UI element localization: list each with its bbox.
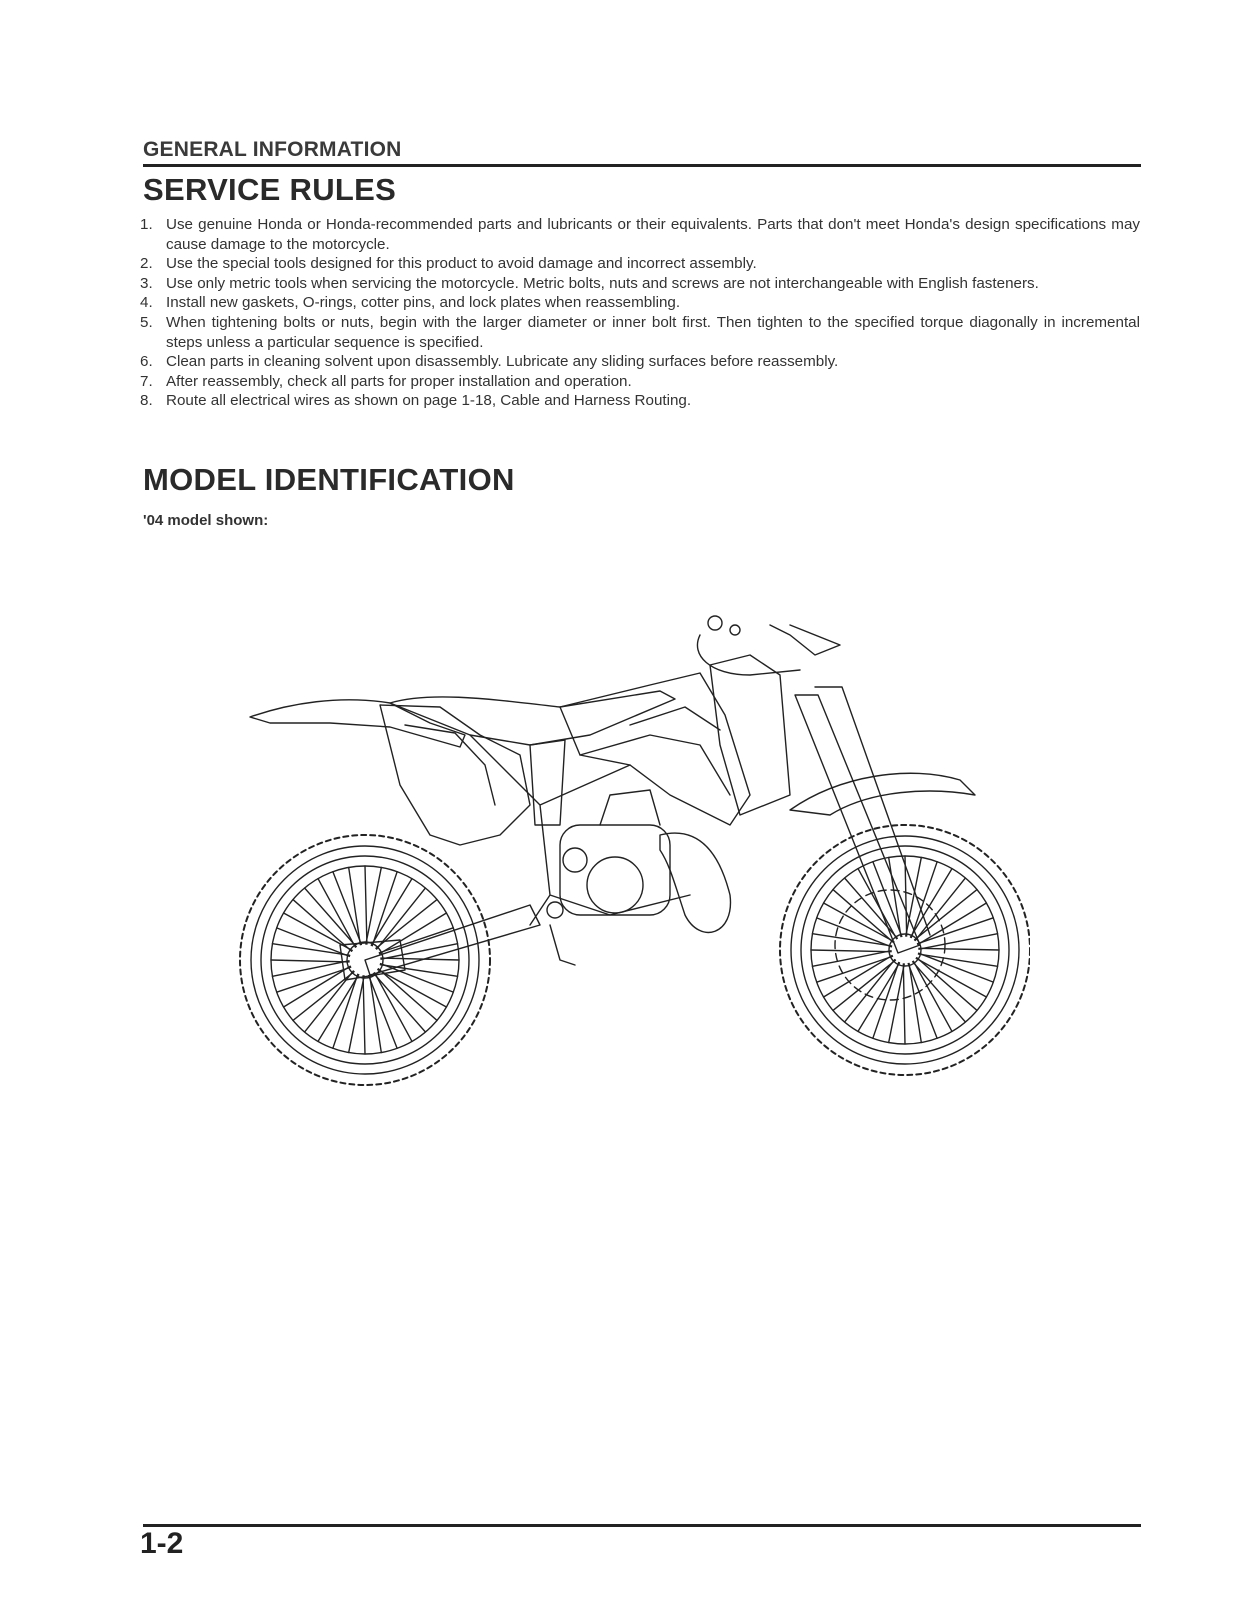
wheel-spoke xyxy=(811,950,891,952)
item-text: After reassembly, check all parts for proper installation and operation. xyxy=(166,372,632,390)
swingarm xyxy=(365,905,540,975)
list-item xyxy=(140,391,1140,411)
footer-rule xyxy=(143,1524,1141,1527)
list-item xyxy=(140,215,1140,254)
item-text: Use genuine Honda or Honda-recommended parts and lubricants or their equivalents. Parts that don't meet Honda's design specifications may cause damage to the motorcycle. xyxy=(166,216,1140,253)
wheel-spoke xyxy=(380,965,457,977)
wheel-spoke xyxy=(277,928,350,957)
model-identification-title: MODEL IDENTIFICATION xyxy=(143,462,515,497)
item-text: Clean parts in cleaning solvent upon disassembly. Lubricate any sliding surfaces before reassembly. xyxy=(166,353,839,371)
section-header: GENERAL INFORMATION xyxy=(143,138,402,161)
list-item xyxy=(140,254,1140,274)
wheel-spoke xyxy=(365,866,367,944)
motorcycle-icon xyxy=(230,595,1030,1095)
seat xyxy=(390,691,675,745)
engine xyxy=(560,790,670,915)
item-number: 1. xyxy=(140,216,153,233)
wheel-spoke xyxy=(909,963,921,1042)
wheel-spoke xyxy=(333,872,362,945)
wheel-spoke xyxy=(918,954,997,966)
wheel-spoke xyxy=(272,944,349,956)
page-number: 1-2 xyxy=(140,1527,184,1560)
wheel-spoke xyxy=(349,867,361,944)
list-item xyxy=(140,372,1140,392)
list-item xyxy=(140,293,1140,313)
item-number: 7. xyxy=(140,372,153,390)
wheel-spoke xyxy=(919,948,999,950)
item-number: 4. xyxy=(140,294,153,312)
wheel-spoke xyxy=(812,934,891,946)
wheel-spoke xyxy=(919,953,994,982)
list-item xyxy=(140,352,1140,372)
item-text: When tightening bolts or nuts, begin with the larger diameter or inner bolt first. Then tighten to the specified torque diagonally in incremental steps unless a particular sequence is specified. xyxy=(166,313,1140,351)
wheel-spoke xyxy=(370,975,382,1052)
wheel-spoke xyxy=(889,857,901,936)
list-item xyxy=(140,313,1140,352)
service-rules-list xyxy=(140,215,1140,411)
side-panel xyxy=(380,705,530,845)
item-number: 2. xyxy=(140,255,153,273)
front-fork xyxy=(795,695,920,953)
wheel-spoke xyxy=(363,976,365,1054)
wheel-spoke xyxy=(271,960,349,962)
wheel-spoke xyxy=(381,964,454,993)
model-note: '04 model shown: xyxy=(143,512,269,529)
wheel-spoke xyxy=(817,918,892,947)
item-number: 6. xyxy=(140,353,153,371)
wheel-spoke xyxy=(378,970,447,1007)
item-number: 3. xyxy=(140,274,153,292)
front-fender xyxy=(790,773,975,815)
item-number: 5. xyxy=(140,313,153,331)
frame xyxy=(470,735,690,925)
header-rule xyxy=(143,164,1141,167)
item-text: Use only metric tools when servicing the motorcycle. Metric bolts, nuts and screws are not interchangeable with English fasteners. xyxy=(166,274,1039,292)
item-text: Route all electrical wires as shown on page 1-18, Cable and Harness Routing. xyxy=(166,392,692,410)
wheel-spoke xyxy=(375,973,412,1042)
item-text: Use the special tools designed for this product to avoid damage and incorrect assembly. xyxy=(166,255,757,273)
service-rules-title: SERVICE RULES xyxy=(143,172,397,207)
item-text: Install new gaskets, O-rings, cotter pins, and lock plates when reassembling. xyxy=(166,294,681,312)
rear-shock xyxy=(530,740,565,825)
item-number: 8. xyxy=(140,392,153,410)
wheel-spoke xyxy=(903,964,905,1044)
wheel-spoke xyxy=(318,879,355,948)
list-item xyxy=(140,274,1140,294)
wheel-spoke xyxy=(369,976,398,1049)
wheel-spoke xyxy=(908,964,937,1039)
